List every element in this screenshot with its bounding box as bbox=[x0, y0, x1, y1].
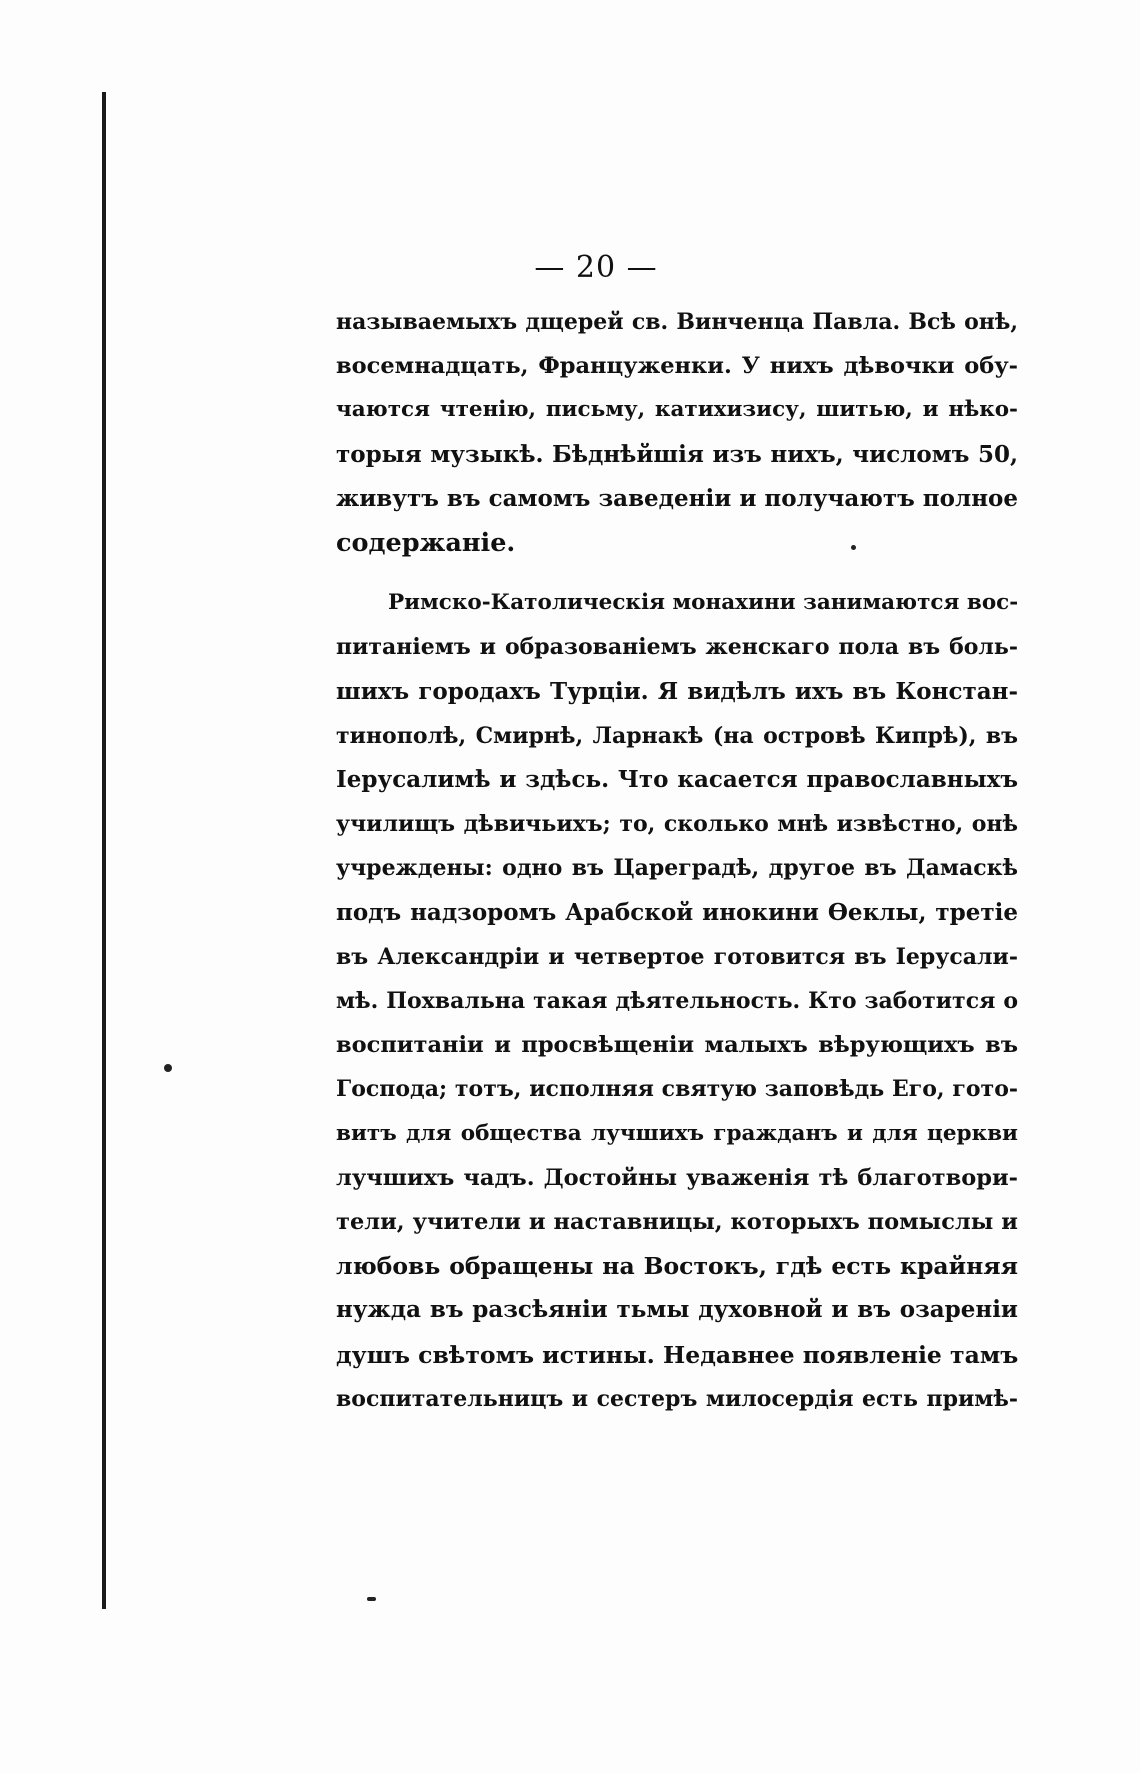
ink-speck bbox=[164, 1064, 172, 1072]
binding-edge bbox=[102, 92, 106, 1609]
text-line: торыя музыкѣ. Бѣднѣйшія изъ нихъ, числомъ 50, bbox=[336, 440, 1018, 468]
paragraph bbox=[336, 300, 1018, 565]
text-line: тинополѣ, Смирнѣ, Ларнакѣ (на островѣ Кипрѣ), въ bbox=[336, 722, 1018, 749]
text-line: нужда въ разсѣяніи тьмы духовной и въ озареніи bbox=[336, 1296, 1018, 1324]
text-line: лучшихъ чадъ. Достойны уваженія тѣ благотвори- bbox=[336, 1164, 1018, 1191]
body-text bbox=[336, 300, 1018, 1421]
text-line: воспитательницъ и сестеръ милосердія есть примѣ- bbox=[336, 1385, 1018, 1412]
text-line: подъ надзоромъ Арабской инокини Ѳеклы, третіе bbox=[336, 898, 1018, 926]
text-line: воспитаніи и просвѣщеніи малыхъ вѣрующихъ въ bbox=[336, 1032, 1018, 1059]
text-line: шихъ городахъ Турціи. Я видѣлъ ихъ въ Констан- bbox=[336, 677, 1018, 705]
text-line: любовь обращены на Востокъ, гдѣ есть крайняя bbox=[336, 1252, 1018, 1281]
text-line: учреждены: одно въ Цареградѣ, другое въ Дамаскѣ bbox=[336, 855, 1018, 882]
text-line: питаніемъ и образованіемъ женскаго пола въ боль- bbox=[336, 634, 1018, 661]
text-line: витъ для общества лучшихъ гражданъ и для церкви bbox=[336, 1120, 1018, 1146]
text-line: Римско-Католическія монахини занимаются вос- bbox=[388, 590, 1019, 616]
text-line: Іерусалимѣ и здѣсь. Что касается православныхъ bbox=[336, 766, 1018, 794]
text-line: душъ свѣтомъ истины. Недавнее появленіе тамъ bbox=[336, 1340, 1019, 1369]
text-line: училищъ дѣвичьихъ; то, сколько мнѣ извѣстно, онѣ bbox=[336, 811, 1018, 838]
text-line: тели, учители и наставницы, которыхъ помыслы и bbox=[336, 1209, 1018, 1236]
text-line: содержаніе. bbox=[336, 528, 516, 559]
text-line: Господа; тотъ, исполняя святую заповѣдь Его, гото- bbox=[336, 1076, 1018, 1103]
text-line: восемнадцать, Француженки. У нихъ дѣвочки обу- bbox=[336, 353, 1018, 380]
paragraph bbox=[336, 581, 1018, 1421]
text-line: живутъ въ самомъ заведеніи и получаютъ полное bbox=[336, 484, 1018, 512]
text-line: называемыхъ дщерей св. Винченца Павла. Всѣ онѣ, bbox=[336, 309, 1018, 335]
ink-speck bbox=[367, 1597, 376, 1601]
page-number: — 20 — bbox=[534, 250, 658, 285]
text-line: чаются чтенію, письму, катихизису, шитью, и нѣко- bbox=[336, 397, 1018, 423]
text-line: мѣ. Похвальна такая дѣятельность. Кто заботится о bbox=[336, 988, 1018, 1015]
text-line: въ Александріи и четвертое готовится въ Іерусали- bbox=[336, 943, 1018, 970]
